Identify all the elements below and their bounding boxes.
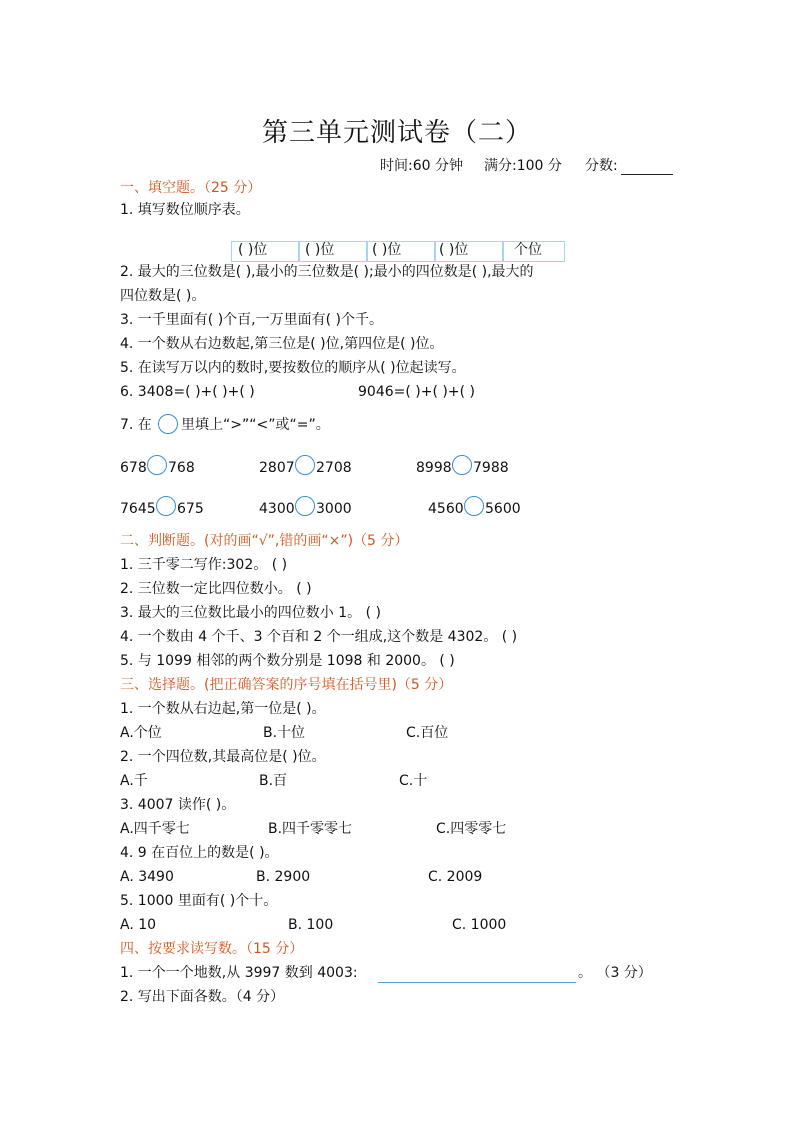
compare-right: 2708 [316,460,352,476]
choice-option-b[interactable]: B.十位 [263,725,306,741]
choice-question: 4. 9 在百位上的数是( )。 [120,845,279,861]
choice-question: 3. 4007 读作( )。 [120,797,236,813]
choice-option-b[interactable]: B.四千零零七 [268,821,353,837]
question-1-6b: 9046=( )+( )+( ) [358,384,475,400]
compare-right: 3000 [316,501,352,517]
question-1-6a: 6. 3408=( )+( )+( ) [120,384,255,400]
compare-left: 8998 [416,460,452,476]
choice-option-c[interactable]: C.四零零七 [436,821,507,837]
choice-option-c[interactable]: C.十 [399,773,428,789]
question-1-5: 5. 在读写万以内的数时,要按数位的顺序从( )位起读写。 [120,360,466,376]
question-1-4: 4. 一个数从右边数起,第三位是( )位,第四位是( )位。 [120,336,444,352]
choice-option-a[interactable]: A.千 [120,773,148,789]
judge-item: 4. 一个数由 4 个千、3 个百和 2 个一组成,这个数是 4302。 ( ) [120,629,518,645]
question-1-2b: 四位数是( )。 [120,288,206,304]
choice-option-c[interactable]: C. 1000 [452,917,507,933]
compare-left: 4300 [259,501,295,517]
compare-left: 678 [120,460,147,476]
compare-left: 2807 [259,460,295,476]
choice-option-a[interactable]: A. 3490 [120,869,174,885]
judge-item: 1. 三千零二写作:302。 ( ) [120,557,288,573]
compare-right: 7988 [473,460,509,476]
choice-option-b[interactable]: B. 2900 [256,869,311,885]
section-3-heading: 三、选择题。(把正确答案的序号填在括号里)（5 分） [120,677,453,693]
page-title: 第三单元测试卷（二） [261,118,532,148]
choice-question: 2. 一个四位数,其最高位是( )位。 [120,749,326,765]
choice-option-b[interactable]: B.百 [259,773,288,789]
question-4-1: 1. 一个一个地数,从 3997 数到 4003: [120,965,358,981]
answer-line[interactable] [378,982,576,983]
compare-right: 5600 [485,501,521,517]
table-cell-label: ( )位 [305,242,335,258]
table-cell-label: ( )位 [439,242,469,258]
judge-item: 5. 与 1099 相邻的两个数分别是 1098 和 2000。 ( ) [120,653,455,669]
compare-circle[interactable] [147,455,167,475]
question-1-2a: 2. 最大的三位数是( ),最小的三位数是( );最小的四位数是( ),最大的 [120,264,534,280]
judge-item: 3. 最大的三位数比最小的四位数小 1。 ( ) [120,605,381,621]
compare-right: 768 [168,460,195,476]
compare-left: 7645 [120,501,156,517]
time-limit: 时间:60 分钟 [380,158,463,174]
judge-item: 2. 三位数一定比四位数小。 ( ) [120,581,312,597]
compare-circle[interactable] [156,496,176,516]
choice-question: 5. 1000 里面有( )个十。 [120,893,278,909]
compare-circle[interactable] [452,455,472,475]
section-4-heading: 四、按要求读写数。（15 分） [120,941,304,957]
table-cell-label: 个位 [514,242,542,258]
table-cell-label: ( )位 [372,242,402,258]
choice-option-b[interactable]: B. 100 [288,917,334,933]
compare-right: 675 [177,501,204,517]
score-blank[interactable] [621,174,673,175]
choice-option-c[interactable]: C.百位 [406,725,449,741]
question-1-3: 3. 一千里面有( )个百,一万里面有( )个千。 [120,312,384,328]
choice-option-c[interactable]: C. 2009 [428,869,483,885]
score-label: 分数: [585,158,618,174]
compare-circle[interactable] [295,455,315,475]
compare-left: 4560 [428,501,464,517]
choice-option-a[interactable]: A. 10 [120,917,157,933]
compare-circle[interactable] [464,496,484,516]
compare-circle[interactable] [295,496,315,516]
table-cell-label: ( )位 [238,242,268,258]
choice-option-a[interactable]: A.个位 [120,725,162,741]
question-4-2: 2. 写出下面各数。（4 分） [120,989,285,1005]
question-4-1-points: 。 （3 分） [578,965,652,981]
question-1-1: 1. 填写数位顺序表。 [120,202,250,218]
circle-placeholder-icon [158,414,178,434]
section-2-heading: 二、判断题。(对的画“√”,错的画“×”)（5 分） [120,533,409,549]
choice-question: 1. 一个数从右边起,第一位是( )。 [120,701,326,717]
full-score: 满分:100 分 [484,158,562,174]
choice-option-a[interactable]: A.四千零七 [120,821,190,837]
question-1-7a: 7. 在 [120,417,152,433]
section-1-heading: 一、填空题。（25 分） [120,180,262,196]
question-1-7b: 里填上“>”“<”或“=”。 [181,417,330,433]
